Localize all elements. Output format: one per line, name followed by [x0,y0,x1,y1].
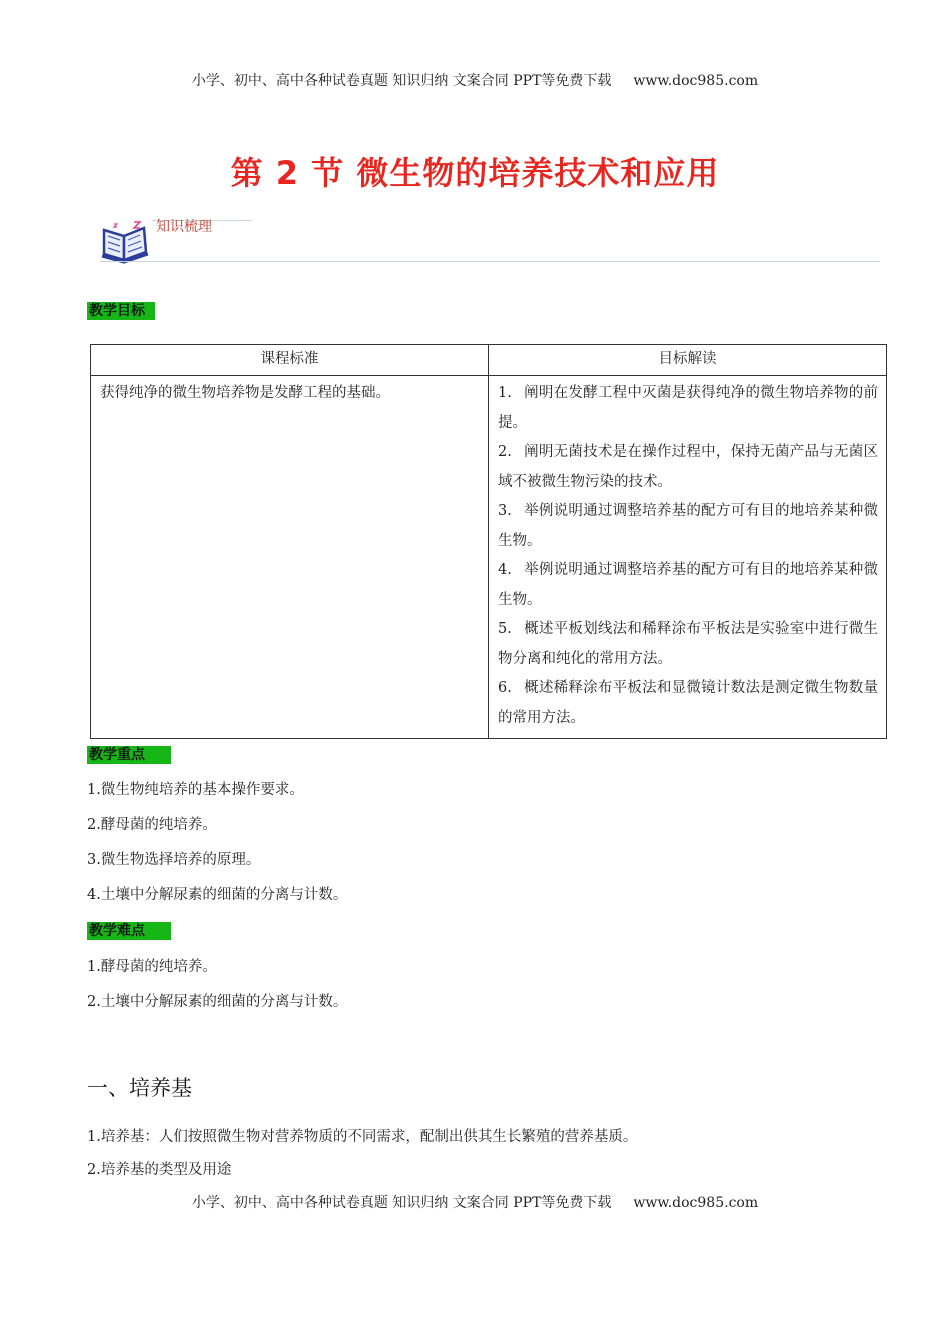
list-item: 3.微生物选择培养的原理。 [87,852,261,868]
list-item: 1.微生物纯培养的基本操作要求。 [87,782,304,798]
standard-cell: 获得纯净的微生物培养物是发酵工程的基础。 [91,376,489,739]
column-header-interpretation: 目标解读 [489,345,887,376]
goal-item: 5. 概述平板划线法和稀释涂布平板法是实验室中进行微生物分离和纯化的常用方法。 [498,621,878,667]
list-item: 1.酵母菌的纯培养。 [87,959,217,975]
section-heading: 一、培养基 [87,1076,192,1100]
page-title: 第 2 节 微生物的培养技术和应用 [230,154,720,192]
footer-text: 小学、初中、高中各种试卷真题 知识归纳 文案合同 PPT等免费下载 [191,1195,612,1211]
section-bar-bottom-rule [100,261,880,262]
tag-key-points: 教学重点 [87,746,171,764]
section-label: 知识梳理 [156,219,212,235]
header-site-link[interactable]: www.doc985.com [633,73,759,89]
list-item: 2.酵母菌的纯培养。 [87,817,217,833]
goal-item: 2. 阐明无菌技术是在操作过程中，保持无菌产品与无菌区域不被微生物污染的技术。 [498,444,878,490]
tag-teaching-goals: 教学目标 [87,302,155,320]
open-book-icon [100,218,150,264]
header-text: 小学、初中、高中各种试卷真题 知识归纳 文案合同 PPT等免费下载 [191,73,612,89]
tag-difficulties: 教学难点 [87,922,171,940]
list-item: 4.土壤中分解尿素的细菌的分离与计数。 [87,887,348,903]
difficulties-list [87,957,347,1027]
key-points-list [87,780,347,920]
footer-site-link[interactable]: www.doc985.com [633,1195,759,1211]
goal-item: 4. 举例说明通过调整培养基的配方可有目的地培养某种微生物。 [498,562,878,608]
page-footer [0,1192,950,1212]
interpretation-cell [489,376,887,739]
list-item: 2.土壤中分解尿素的细菌的分离与计数。 [87,994,348,1010]
column-header-standard: 课程标准 [91,345,489,376]
paragraph: 2.培养基的类型及用途 [87,1162,232,1178]
goal-item: 6. 概述稀释涂布平板法和显微镜计数法是测定微生物数量的常用方法。 [498,680,878,726]
paragraph: 1.培养基：人们按照微生物对营养物质的不同需求，配制出供其生长繁殖的营养基质。 [87,1129,638,1145]
page-header [0,70,950,90]
goal-item: 1. 阐明在发酵工程中灭菌是获得纯净的微生物培养物的前提。 [498,385,878,431]
section-bar-knowledge [100,210,880,265]
goals-table [90,344,887,739]
goal-item: 3. 举例说明通过调整培养基的配方可有目的地培养某种微生物。 [498,503,878,549]
